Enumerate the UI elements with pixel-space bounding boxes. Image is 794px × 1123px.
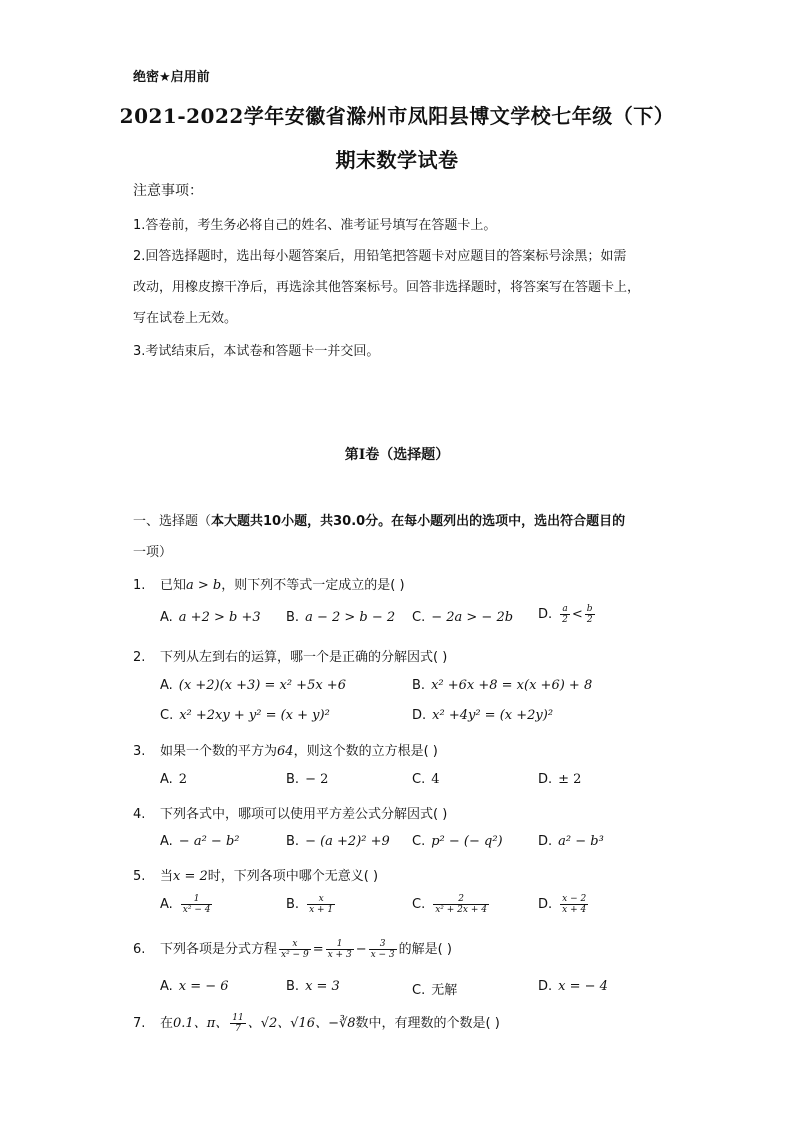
question-1 [133, 574, 405, 593]
option-label: D. [538, 834, 553, 849]
option-label: D. [538, 979, 553, 994]
frac-num: 2 [433, 894, 489, 905]
q2-option-a[interactable] [160, 678, 346, 693]
question-number: 6. [133, 942, 146, 957]
stem-text: 的解是( ) [398, 942, 452, 957]
option-label: B. [286, 979, 300, 994]
stem-math: x = 2 [173, 869, 208, 884]
stem-text: 下列各式中，哪项可以使用平方差公式分解因式( ) [160, 807, 448, 822]
frac-num: 11 [232, 1013, 244, 1023]
stem-math: a > b [186, 578, 222, 593]
question-number: 5. [133, 869, 146, 884]
option-label: A. [160, 834, 173, 849]
stem-text: 下列各项是分式方程 [160, 942, 278, 957]
option-text: x = 3 [305, 979, 340, 994]
option-label: A. [160, 678, 173, 693]
stem-text: 下列从左到右的运算，哪一个是正确的分解因式( ) [160, 650, 448, 665]
q2-option-b[interactable] [412, 678, 592, 693]
q3-option-c[interactable] [412, 772, 440, 787]
option-label: C. [412, 834, 426, 849]
question-6 [133, 938, 452, 960]
stem-text: 已知 [160, 578, 187, 593]
question-number: 2. [133, 650, 146, 665]
option-text: − 2 [305, 772, 329, 787]
frac-den: x² − 9 [281, 950, 309, 960]
notice-line-3: 改动，用橡皮擦干净后，再选涂其他答案标号。回答非选择题时，将答案写在答题卡上， [133, 280, 641, 295]
frac-den: x + 1 [309, 905, 334, 915]
question-number: 3. [133, 744, 146, 759]
stem-math: 、√2、√16、−∛8 [247, 1016, 356, 1031]
option-text: ± 2 [558, 772, 582, 787]
option-label: C. [412, 610, 426, 625]
option-text: − (a +2)² +9 [305, 834, 390, 849]
q1-option-b[interactable] [286, 610, 395, 625]
q6-option-d[interactable] [538, 979, 608, 994]
option-text: 无解 [431, 983, 458, 998]
q1-option-d[interactable]: D. $\frac{a}{2}$ < $\frac{b}{2}$ [538, 604, 593, 625]
option-label: C. [160, 708, 174, 723]
exam-title-line1: 2021-2022学年安徽省滁州市凤阳县博文学校七年级（下） [119, 104, 675, 128]
q3-option-a[interactable] [160, 772, 187, 787]
question-4 [133, 803, 447, 822]
exam-title-line2: 期末数学试卷 [335, 148, 459, 172]
frac-num: a [560, 604, 570, 615]
frac-num: 3 [369, 939, 397, 950]
q3-option-d[interactable] [538, 772, 581, 787]
stem-math: 64 [277, 744, 294, 759]
option-label: B. [286, 610, 300, 625]
q4-option-d[interactable] [538, 834, 604, 849]
stem-text: ，则这个数的立方根是( ) [293, 744, 438, 759]
frac-num: x − 2 [562, 894, 587, 904]
option-label: B. [286, 834, 300, 849]
part-heading [133, 510, 625, 529]
option-label: C. [412, 897, 426, 912]
option-label: D. [538, 772, 553, 787]
minus-sign: − [355, 942, 367, 957]
notice-line-2: 2.回答选择题时，选出每小题答案后，用铅笔把答题卡对应题目的答案标号涂黑；如需 [133, 249, 627, 264]
question-number: 7. [133, 1016, 146, 1031]
q4-option-a[interactable] [160, 834, 239, 849]
option-label: A. [160, 979, 173, 994]
notice-line-4: 写在试卷上无效。 [133, 311, 238, 326]
question-5 [133, 865, 378, 884]
question-number: 1. [133, 578, 146, 593]
option-label: D. [412, 708, 427, 723]
frac-den: x² + 2x + 4 [435, 905, 487, 915]
option-text: 2 [178, 772, 188, 787]
question-number: 4. [133, 807, 146, 822]
option-label: A. [160, 772, 173, 787]
q6-option-a[interactable] [160, 979, 229, 994]
stem-text: 数中，有理数的个数是( ) [355, 1016, 500, 1031]
frac-num: x [279, 939, 311, 950]
option-label: D. [538, 897, 553, 912]
frac-den: x + 4 [562, 905, 587, 915]
frac-den: 2 [586, 615, 593, 625]
frac-num: 1 [181, 894, 213, 905]
q1-option-a[interactable] [160, 610, 261, 625]
option-label: A. [160, 897, 173, 912]
option-text: (x +2)(x +3) = x² +5x +6 [178, 678, 346, 693]
option-text: 4 [431, 772, 440, 787]
question-2 [133, 646, 447, 665]
q2-option-d[interactable] [412, 708, 553, 723]
option-label: B. [286, 772, 300, 787]
option-label: A. [160, 610, 173, 625]
q1-option-c[interactable] [412, 610, 513, 625]
stem-text: ，则下列不等式一定成立的是( ) [221, 578, 405, 593]
q5-option-c[interactable] [412, 894, 491, 915]
part-prefix: 一、选择题（ [133, 514, 212, 529]
stem-text: 当 [160, 869, 174, 884]
stem-text: 如果一个数的平方为 [160, 744, 278, 759]
section-title: 第I卷（选择题） [344, 447, 450, 463]
q6-option-c[interactable] [412, 979, 457, 998]
option-text: a² − b³ [558, 834, 604, 849]
q3-option-b[interactable] [286, 772, 328, 787]
frac-den: x − 3 [370, 950, 395, 960]
question-7 [133, 1012, 500, 1034]
notice-line-1: 1.答卷前，考生务必将自己的姓名、准考证号填写在答题卡上。 [133, 218, 497, 233]
option-text: x² +4y² = (x +2y)² [432, 708, 554, 723]
option-text: x = − 6 [178, 979, 229, 994]
q4-option-b[interactable] [286, 834, 390, 849]
option-text: a − 2 > b − 2 [305, 610, 396, 625]
option-text: p² − (− q²) [431, 834, 503, 849]
q5-option-b[interactable] [286, 894, 337, 915]
option-label: C. [412, 983, 426, 998]
option-text: x = − 4 [558, 979, 608, 994]
frac-den: x² − 4 [182, 905, 211, 915]
frac-den: 7 [235, 1024, 241, 1034]
q4-option-c[interactable] [412, 834, 503, 849]
part-bold: 本大题共10小题，共30.0分。在每小题列出的选项中，选出符合题目的 [211, 514, 626, 529]
secret-label: 绝密★启用前 [133, 70, 210, 85]
option-text: x² +2xy + y² = (x + y)² [179, 708, 330, 723]
option-text: − 2a > − 2b [431, 610, 514, 625]
notice-heading: 注意事项： [133, 183, 203, 199]
q2-option-c[interactable] [160, 708, 330, 723]
frac-den: x + 3 [327, 950, 352, 960]
q5-option-a[interactable] [160, 894, 214, 915]
option-label: B. [286, 897, 300, 912]
frac-den: 2 [562, 615, 568, 625]
equals-sign: = [312, 942, 324, 957]
q6-option-b[interactable] [286, 979, 340, 994]
frac-num: b [586, 604, 593, 614]
option-text: a +2 > b +3 [178, 610, 261, 625]
stem-text: 在 [160, 1016, 174, 1031]
frac-num: x [307, 894, 335, 905]
notice-line-5: 3.考试结束后，本试卷和答题卡一并交回。 [133, 344, 380, 359]
option-label: D. [538, 607, 553, 622]
stem-math: 0.1、π、 [173, 1016, 229, 1031]
frac-num: 1 [326, 939, 354, 950]
option-label: C. [412, 772, 426, 787]
q5-option-d[interactable] [538, 894, 590, 915]
question-3 [133, 740, 438, 759]
option-text: − a² − b² [178, 834, 240, 849]
option-label: B. [412, 678, 426, 693]
stem-text: 时，下列各项中哪个无意义( ) [207, 869, 379, 884]
part-heading-line2: 一项） [133, 545, 173, 560]
option-text: x² +6x +8 = x(x +6) + 8 [431, 678, 593, 693]
